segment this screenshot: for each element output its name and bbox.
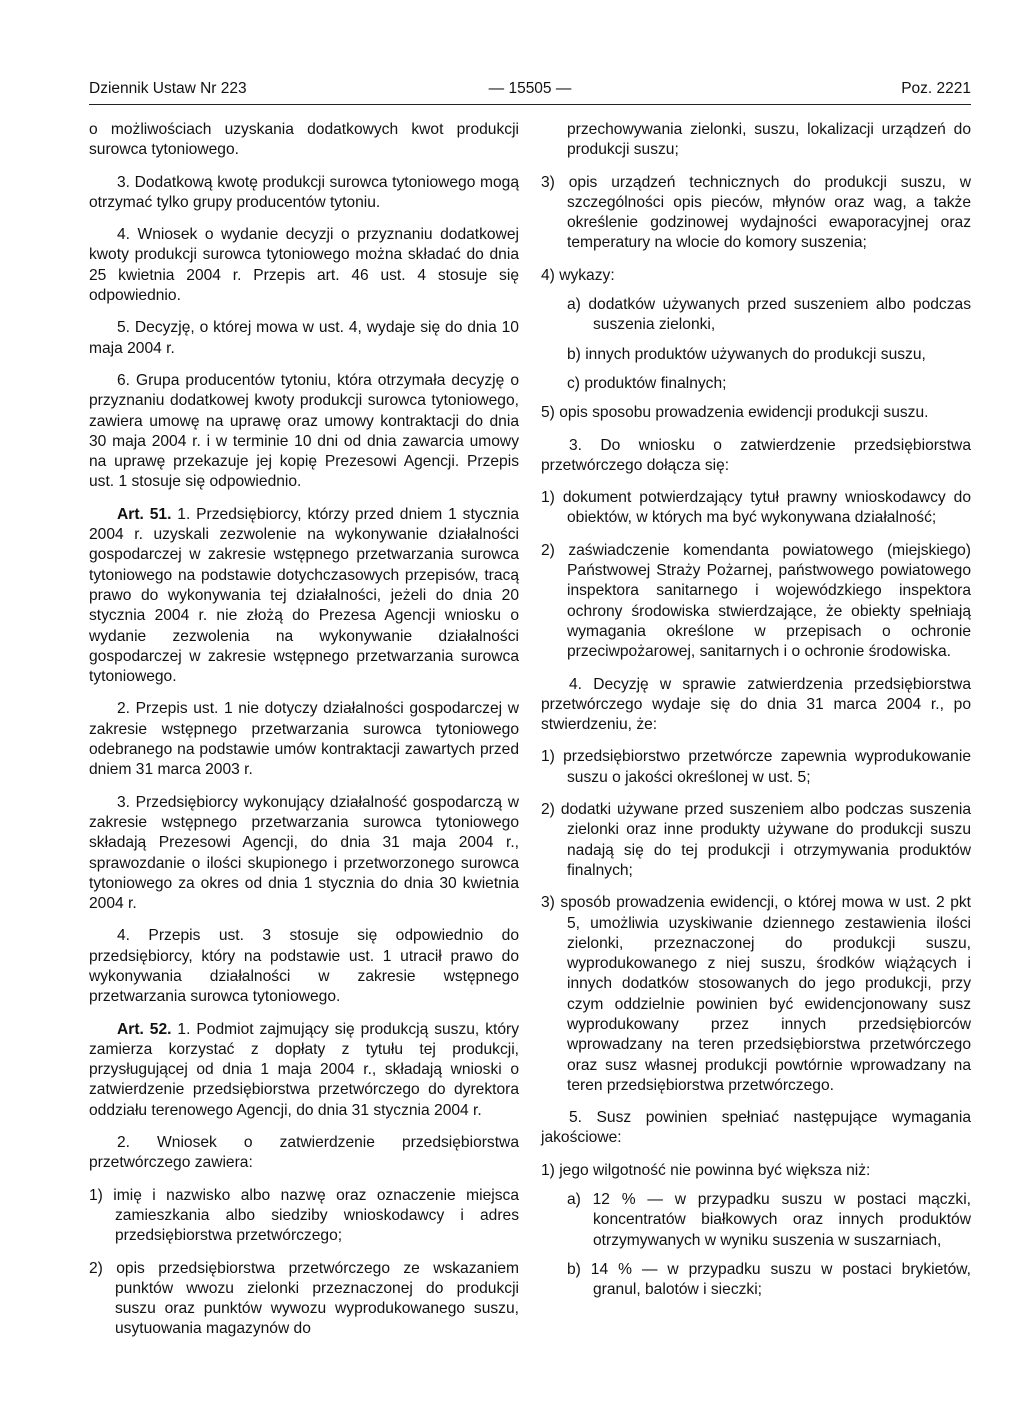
paragraph: 3. Do wniosku o zatwierdzenie przedsiębiorstwa przetwórczego dołącza się: xyxy=(541,436,971,474)
paragraph: 2. Przepis ust. 1 nie dotyczy działalności gospodarczej w zakresie wstępnego przetwarzania surowca tytoniowego odebranego na podstawie umów kontraktacji zawartych przed dniem 31 marca 2003 r. xyxy=(89,700,519,779)
paragraph: 4. Wniosek o wydanie decyzji o przyznaniu dodatkowej kwoty produkcji surowca tytoniowego można składać do dnia 25 kwietnia 2004 r. Przepis art. 46 ust. 4 stosuje się odpowiednio. xyxy=(89,226,519,305)
list-item: 3) sposób prowadzenia ewidencji, o której mowa w ust. 2 pkt 5, umożliwia uzyskiwanie dziennego zestawienia ilości zielonki, przeznaczonej do produkcji suszu, wyprodukowanego z niej suszu, środków wiążących i innych dodatków stosowanych do jego produkcji, przy czym oddzielnie powinien być ewidencjonowany susz wyprodukowany przez innych przedsiębiorców wprowadzany na teren przedsiębiorstwa przetwórczego oraz susz własnej produkcji powtórnie wprowadzany na teren przedsiębiorstwa przetwórczego. xyxy=(541,894,971,1094)
sub-list-item: b) 14 % — w przypadku suszu w postaci brykietów, granul, balotów i sieczki; xyxy=(567,1260,971,1299)
article-label: Art. 52. xyxy=(117,1020,172,1038)
list-item-continuation: przechowywania zielonki, suszu, lokalizacji urządzeń do produkcji suszu; xyxy=(567,121,971,159)
article-text: 1. Przedsiębiorcy, którzy przed dniem 1 stycznia 2004 r. uzyskali zezwolenie na wykonywanie działalności gospodarczej w zakresie wstępnego przetwarzania surowca tytoniowego na podstawie dotychczasowych przepisów, tracą prawo do wykonywania tej działalności, jeżeli do dnia 20 stycznia 2004 r. nie złożą do Prezesa Agencji wniosku o wydanie zezwolenia na wykonywanie działalności gospodarczej w zakresie wstępnego przetwarzania surowca tytoniowego. xyxy=(89,505,519,686)
left-column xyxy=(89,120,519,1352)
sub-list-item: b) innych produktów używanych do produkcji suszu, xyxy=(567,345,926,363)
paragraph: 4. Decyzję w sprawie zatwierdzenia przedsiębiorstwa przetwórczego wydaje się do dnia 31 marca 2004 r., po stwierdzeniu, że: xyxy=(541,675,971,734)
article-51 xyxy=(89,505,519,688)
right-column xyxy=(541,120,971,1310)
paragraph: 3. Przedsiębiorcy wykonujący działalność gospodarczą w zakresie wstępnego przetwarzania surowca tytoniowego składają Prezesowi Agencji, do dnia 31 maja 2004 r., sprawozdanie o ilości skupionego i przetworzonego surowca tytoniowego za okres od dnia 1 stycznia do dnia 30 kwietnia 2004 r. xyxy=(89,793,519,913)
sub-list-item: a) 12 % — w przypadku suszu w postaci mączki, koncentratów białkowych oraz innych produktów otrzymywanych w wyniku suszenia w suszarniach, xyxy=(567,1191,971,1249)
position-number: Poz. 2221 xyxy=(901,80,971,97)
list-item: 1) dokument potwierdzający tytuł prawny wnioskodawcy do obiektów, w których ma być wykonywana działalność; xyxy=(541,489,971,527)
article-text: 1. Podmiot zajmujący się produkcją suszu, który zamierza korzystać z dopłaty z tytułu tej produkcji, przysługującej od dnia 1 maja 2004 r., składają wnioski o zatwierdzenie przedsiębiorstwa przetwórczego do dyrektora oddziału terenowego Agencji, do dnia 31 stycznia 2004 r. xyxy=(89,1020,519,1119)
article-52 xyxy=(89,1020,519,1121)
paragraph: 3. Dodatkową kwotę produkcji surowca tytoniowego mogą otrzymać tylko grupy producentów tytoniu. xyxy=(89,173,519,211)
paragraph: 2. Wniosek o zatwierdzenie przedsiębiorstwa przetwórczego zawiera: xyxy=(89,1134,519,1172)
article-label: Art. 51. xyxy=(117,505,172,523)
list-item: 1) przedsiębiorstwo przetwórcze zapewnia wyprodukowanie suszu o jakości określonej w ust. 5; xyxy=(541,748,971,786)
sub-list-item: c) produktów finalnych; xyxy=(567,374,727,392)
list-item: 1) jego wilgotność nie powinna być większa niż: xyxy=(541,1161,871,1179)
paragraph: 6. Grupa producentów tytoniu, która otrzymała decyzję o przyznaniu dodatkowej kwoty produkcji surowca tytoniowego, zawiera umowę na uprawę oraz umowy kontraktacji do dnia 30 maja 2004 r. i w terminie 10 dni od dnia zawarcia umowy na uprawę przekazuje jej kopię Prezesowi Agencji. Przepis ust. 1 stosuje się odpowiednio. xyxy=(89,371,519,491)
paragraph: 5. Susz powinien spełniać następujące wymagania jakościowe: xyxy=(541,1109,971,1147)
list-item: 5) opis sposobu prowadzenia ewidencji produkcji suszu. xyxy=(541,404,929,422)
list-item: 2) opis przedsiębiorstwa przetwórczego ze wskazaniem punktów wwozu zielonki przeznaczonej do produkcji suszu oraz punktów wywozu wyprodukowanego suszu, usytuowania magazynów do xyxy=(89,1259,519,1338)
paragraph: o możliwościach uzyskania dodatkowych kwot produkcji surowca tytoniowego. xyxy=(89,121,519,159)
paragraph: 5. Decyzję, o której mowa w ust. 4, wydaje się do dnia 10 maja 2004 r. xyxy=(89,319,519,357)
list-item: 2) zaświadczenie komendanta powiatowego (miejskiego) Państwowej Straży Pożarnej, państwowego powiatowego inspektora sanitarnego i wojewódzkiego inspektora ochrony środowiska stwierdzające, że obiekty spełniają wymagania określone w przepisach o ochronie przeciwpożarowej, sanitarnych i o ochronie środowiska. xyxy=(541,541,971,661)
page-number: — 15505 — xyxy=(488,80,572,97)
header-rule xyxy=(89,104,971,105)
sub-list-item: a) dodatków używanych przed suszeniem albo podczas suszenia zielonki, xyxy=(567,296,971,334)
list-item: 2) dodatki używane przed suszeniem albo podczas suszenia zielonki oraz inne produkty używane do produkcji suszu nadają się do tej produkcji i otrzymywania produktów finalnych; xyxy=(541,801,971,879)
list-item: 3) opis urządzeń technicznych do produkcji suszu, w szczególności opis pieców, młynów oraz wag, a także określenie godzinowej wydajności ewaporacyjnej oraz temperatury na wlocie do komory suszenia; xyxy=(541,173,971,252)
list-item: 1) imię i nazwisko albo nazwę oraz oznaczenie miejsca zamieszkania albo siedziby wnioskodawcy i adres przedsiębiorstwa przetwórczego; xyxy=(89,1186,519,1245)
list-item: 4) wykazy: xyxy=(541,266,615,284)
paragraph: 4. Przepis ust. 3 stosuje się odpowiednio do przedsiębiorcy, który na podstawie ust. 1 utracił prawo do wykonywania działalności w zakresie wstępnego przetwarzania surowca tytoniowego. xyxy=(89,927,519,1006)
page-header xyxy=(89,80,971,102)
journal-title: Dziennik Ustaw Nr 223 xyxy=(89,80,247,97)
